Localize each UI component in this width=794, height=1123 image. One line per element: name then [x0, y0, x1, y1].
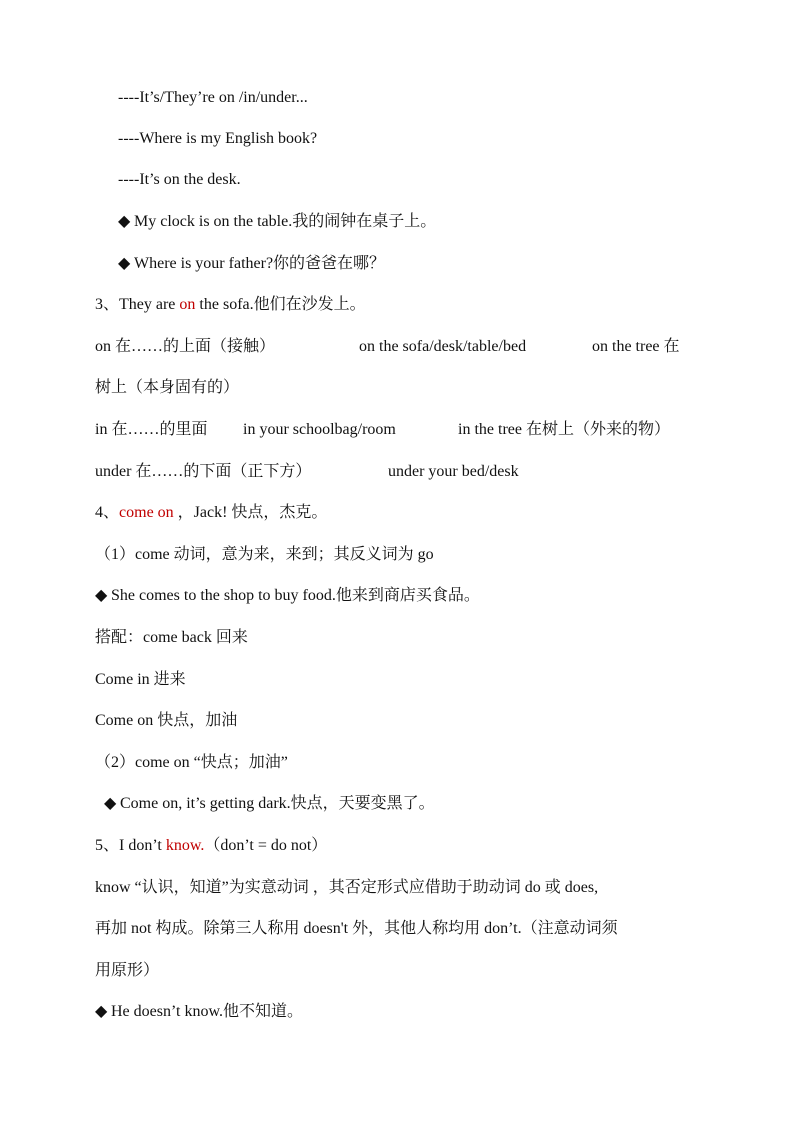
- usage-line: 树上（本身固有的）: [95, 379, 240, 396]
- phrase-line: 搭配：come back 回来: [95, 629, 248, 646]
- example-text: He doesn’t know.他不知道。: [111, 1003, 303, 1020]
- example-text: Come on, it’s getting dark.快点，天要变黑了。: [120, 795, 435, 812]
- heading-text: 3、They are: [95, 296, 180, 313]
- paragraph-line: know “认识，知道”为实意动词 ，其否定形式应借助于助动词 do 或 does,: [95, 879, 599, 896]
- usage-line: [95, 420, 670, 440]
- phrase-line: Come in 进来: [95, 671, 186, 688]
- note-line: （2）come on “快点；加油”: [95, 754, 288, 771]
- phrase-line: Come on 快点，加油: [95, 712, 238, 729]
- usage-example: in the tree 在树上（外来的物）: [458, 421, 670, 438]
- diamond-icon: ◆: [95, 1003, 108, 1020]
- paragraph-line: 再加 not 构成。除第三人称用 doesn't 外，其他人称均用 don’t.（注意动词须: [95, 920, 618, 937]
- heading-text: 5、I don’t: [95, 837, 166, 854]
- section-heading: [95, 295, 366, 315]
- dialog-line: ----It’s/They’re on /in/under...: [118, 89, 308, 106]
- example-sentence: [95, 586, 480, 606]
- highlight-word: come on: [119, 504, 174, 521]
- example-sentence: [118, 212, 436, 232]
- paragraph-line: 用原形）: [95, 962, 160, 979]
- usage-meaning: on 在……的上面（接触）: [95, 338, 276, 355]
- usage-meaning: under 在……的下面（正下方）: [95, 463, 312, 480]
- dialog-line: ----It’s on the desk.: [118, 171, 241, 188]
- section-heading: [95, 836, 327, 856]
- example-text: My clock is on the table.我的闹钟在桌子上。: [134, 213, 437, 230]
- diamond-icon: ◆: [95, 587, 108, 604]
- example-text: Where is your father?你的爸爸在哪？: [134, 255, 386, 272]
- heading-text: （don’t = do not）: [204, 837, 328, 854]
- heading-text: 4、: [95, 504, 120, 521]
- usage-example: on the tree 在: [592, 338, 680, 355]
- example-sentence: [118, 254, 385, 274]
- usage-example: under your bed/desk: [388, 463, 519, 480]
- usage-line: [95, 337, 680, 357]
- example-text: She comes to the shop to buy food.他来到商店买食品。: [111, 587, 480, 604]
- heading-text: ，Jack! 快点，杰克。: [173, 504, 328, 521]
- highlight-word: know.: [165, 837, 205, 854]
- diamond-icon: ◆: [104, 795, 117, 812]
- section-heading: [95, 503, 327, 523]
- usage-example: on the sofa/desk/table/bed: [359, 338, 527, 355]
- note-line: （1）come 动词，意为来，来到；其反义词为 go: [95, 546, 434, 563]
- dialog-line: ----Where is my English book?: [118, 130, 318, 147]
- diamond-icon: ◆: [118, 255, 131, 272]
- example-sentence: [95, 1002, 303, 1022]
- example-sentence: [104, 794, 435, 814]
- heading-text: the sofa.他们在沙发上。: [195, 296, 366, 313]
- usage-meaning: in 在……的里面: [95, 421, 208, 438]
- diamond-icon: ◆: [118, 213, 131, 230]
- usage-example: in your schoolbag/room: [243, 421, 396, 438]
- usage-line: [95, 462, 519, 482]
- highlight-word: on: [179, 296, 196, 313]
